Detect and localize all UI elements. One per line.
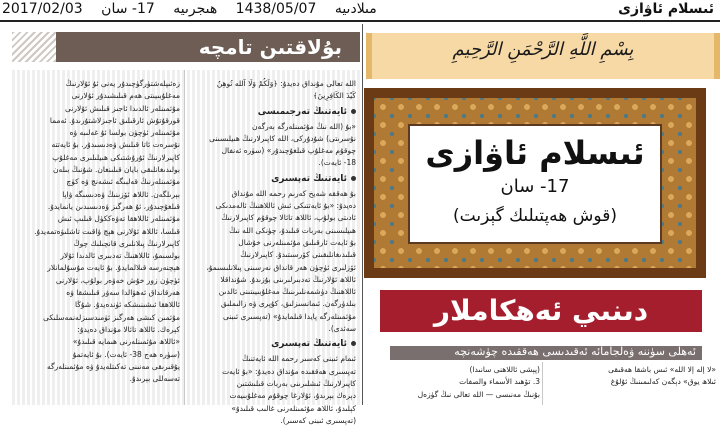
text-line: كاپىرلارنىڭ پىلانلىرى قانچىلىك چوڭ bbox=[73, 238, 180, 248]
text-line: زەئىپلەشتۈرگۈچىدۇر يەنى ئۇ ئۇلارنىڭ bbox=[65, 79, 180, 88]
header-rule bbox=[0, 20, 720, 22]
text-line: ھېچنەرسە قىلالمايدۇ. بۇ ئايەت مۇسۇلمانلار bbox=[47, 263, 180, 273]
text-line: 3. تۆھىد الأسماء والصفات bbox=[459, 377, 540, 387]
issue-number: 17- سان bbox=[101, 1, 155, 17]
text-line: ئاللاھ ئۇلارنىڭ تەدبىرلىرىنى بۇزىدۇ. شۇنداقلا bbox=[220, 274, 356, 284]
subheading: ئايەتنىڭ تەپسىرى bbox=[190, 337, 356, 351]
text-line: چوقۇم مەغلۇپ قىلغۇچىدۇر» (سۈرە ئەنفال bbox=[221, 146, 356, 156]
text-line: 18- ئايەت). bbox=[318, 158, 356, 168]
ornamental-pattern bbox=[374, 98, 696, 268]
text-line: ئۆزلىرى ئۈچۈن ھەر قانداق نەرسىنى پىلانلىسىمۇ، bbox=[206, 262, 356, 272]
text-line: كاپىرلارنىڭ ئۇرۇشتىكى ھىيلىلىرى مەغلۇپ bbox=[52, 152, 180, 162]
subheading: ئايەتنىڭ تەپسىرى bbox=[190, 172, 356, 186]
text-line: قورقۇتۇش ئارقىلىق ئاجىزلاشتۇرىدۇ. ئەمما bbox=[49, 115, 180, 125]
section-subtitle: ئەھلى سۈننە ۋەلجامائە ئەقىدىسى ھەققىدە چۈشەنچە bbox=[454, 345, 696, 358]
text-line: نۇسرىتى) شۇدۇركى، الله كاپىرلارنىڭ ھىيلىسىنى bbox=[209, 133, 356, 143]
text-line: مۇئمىن كىشى ھەرگىز ئۈمىدسىزلەنمەسلىكى bbox=[43, 312, 180, 322]
masthead-subtitle: (قوش ھەپتىلىك گېزىت) bbox=[453, 206, 617, 226]
text-line: قىلغۇچىدۇر، ئۇ ھەرگىز ۋەدىسىدىن يانمايدۇ. bbox=[47, 201, 180, 211]
text-line: بولسىمۇ، ئاللاھنىڭ تەدبىرى ئالدىدا ئۇلار bbox=[60, 251, 180, 261]
text-line: سەئدى). bbox=[328, 324, 356, 334]
text-line: ھىيلىسىنى بەربات قىلىدۇ، چۈنكى الله نىڭ bbox=[229, 225, 356, 235]
text-line: ئاللاھقا ئىشىنىشكە ئۈندەيدۇ. شۇڭا bbox=[75, 300, 180, 310]
left-section bbox=[12, 30, 360, 425]
text-line: «ئاللاھ مۇئمىنلەرنى ھىمايە قىلىدۇ» bbox=[72, 337, 180, 347]
text-line: ھەرقانداق ئەھۋالدا سەۋر قىلىشقا ۋە bbox=[66, 288, 180, 298]
date-gregorian-label: مىلادىيە bbox=[334, 1, 377, 17]
text-line: بىلدۈرگەن. ئىمانسىزلىق، كۇپرى ۋە زالىملىق bbox=[220, 299, 356, 309]
text-line: ئىلاھ يوق» دېگەن كەلىمىنىڭ ئۇلۇغ bbox=[610, 377, 716, 387]
text-line: مۇئمىنلەرگە پايدا قىلمايدۇ» (تەپسىرى ئىبنى bbox=[223, 311, 356, 321]
text-line: مۇئمىنلەر ئالدىدا ئاجىز قىلىش ئۇلارنى bbox=[65, 103, 180, 113]
text-line: (تەپسىرى ئىبنى كەسىر). bbox=[280, 415, 356, 425]
section-columns bbox=[366, 362, 720, 405]
text-line: دەيدۇ: «بۇ ئايەتتىكى ئىش ئاللاھنىڭ ئالەمدىكى bbox=[215, 201, 356, 211]
masthead-issue: 17- سان bbox=[500, 176, 570, 197]
text-line: بولىدىغانلىقى بايان قىلىنغان. شۇنىڭ بىلەن bbox=[53, 165, 180, 175]
text-line: ئاللاھنىڭ دۈشمەنلىرىنىڭ مەغلۇبىيىتىنى ئالدىن bbox=[218, 287, 356, 297]
date-hijri: 1438/05/07 bbox=[235, 1, 317, 17]
banner-title: بۇلاقتىن تامچە bbox=[198, 35, 342, 59]
article-column-left bbox=[16, 78, 180, 385]
text-line: مەغلۇبىيىتى ھەم قىلىشىدۇر ئۇلارنى bbox=[71, 91, 180, 101]
page-header bbox=[0, 0, 720, 20]
section-subtitle-banner bbox=[390, 346, 702, 360]
text-line: «لا إله إلا الله» ئىس باشقا ھەقىقى bbox=[608, 365, 716, 374]
basmala-calligraphy: بِسْمِ اللَّهِ الرَّحْمَنِ الرَّحِيمِ bbox=[452, 39, 634, 60]
section-title: دىنىي ئەھكاملار bbox=[433, 294, 649, 327]
text-line: يۇقىرىقى مەنىنى تەكىتلەيدۇ ۋە مۇئمىنلەرگە bbox=[47, 361, 180, 371]
text-line: دېرەك بېرىدۇ، ئۇلارغا چوقۇم مەغلۇبىيەت bbox=[229, 391, 356, 401]
text-line: ئادىتى بولۇپ، ئاللاھ تائالا چوقۇم كاپىرلارنىڭ bbox=[221, 213, 356, 223]
paper-name: ئىسلام ئاۋازى bbox=[618, 1, 714, 17]
text-line: مۇئمىنلەرنىڭ قەلبىگە ئىشەنچ ۋە كۈچ bbox=[66, 177, 180, 187]
column-divider bbox=[184, 70, 185, 405]
section-banner bbox=[56, 32, 360, 62]
column-divider bbox=[542, 362, 543, 405]
text-line: الله تعالى مۇنداق دەيدۇ: ﴿وَلَكُمْ وَلَا آلله تُوهِنُ bbox=[216, 79, 356, 88]
text-line: نۇسرەت ئاتا قىلىش ۋەدىسىدۇر. بۇ ئايەتتە bbox=[51, 140, 180, 150]
subheading: ئايەتنىڭ تەرجىمىسى bbox=[190, 105, 356, 119]
text-line: كېلىدۇ، ئاللاھ مۇئمىنلەرنى غالىب قىلىدۇ» bbox=[231, 403, 356, 413]
section-column-right bbox=[548, 364, 716, 389]
header-dates bbox=[2, 1, 391, 17]
text-line: قىلسا، ئاللاھ ئۇلارنى ھېچ ۋاقىت تاشلىۋەتمەيدۇ. bbox=[34, 226, 180, 236]
text-line: تەسەللى بېرىدۇ. bbox=[129, 374, 180, 384]
article-columns bbox=[12, 70, 360, 425]
text-line: تەپسىرى ھەققىدە مۇنداق دەيدۇ: «بۇ ئايەت bbox=[222, 366, 356, 376]
date-gregorian: 2017/02/03 bbox=[2, 1, 83, 17]
masthead-title: ئىسلام ئاۋازى bbox=[425, 134, 645, 172]
masthead-card bbox=[408, 124, 662, 244]
text-line: كېرەك. ئاللاھ تائالا مۇنداق دەيدۇ: bbox=[77, 324, 180, 334]
page-divider bbox=[362, 24, 363, 405]
text-line: مۇئمىنلەر ئاللاھقا تەۋەككۈل قىلىپ ئىش bbox=[57, 214, 180, 224]
text-line: ئۈچۈن زور خۇش خەۋەر بولۇپ، ئۇلارنى bbox=[55, 275, 180, 285]
text-line: «بۇ (الله نىڭ مۇئمىنلەرگە بەرگەن bbox=[252, 121, 356, 131]
text-line: (سۈرە ھەج 38- ئايەت). بۇ ئايەتمۇ bbox=[72, 349, 180, 359]
section-title-box bbox=[380, 290, 702, 332]
text-line: بېرىلگەن. ئاللاھ ئۆزىنىڭ ۋەدىسىگە ۋاپا bbox=[62, 189, 180, 199]
text-line: كاپىرلارنىڭ ئىشلىرىنى بەربات قىلىشتىن bbox=[236, 378, 356, 388]
basmala-banner bbox=[366, 33, 720, 79]
masthead-frame bbox=[364, 88, 706, 278]
text-line: ئىمام ئىبنى كەسىر رحمه الله ئايەتنىڭ bbox=[242, 354, 356, 364]
text-line: كَيْدَ الكَافِرِينَ﴾ bbox=[313, 91, 356, 101]
section-column-left bbox=[370, 364, 540, 401]
text-line: بۇنىڭ مەنىسى — الله تعالى نىڭ گۈزەل bbox=[417, 389, 540, 399]
banner-decoration bbox=[12, 32, 56, 62]
text-line: قىلىدىغانلىقىنى كۆرسىتىدۇ. كاپىرلارنىڭ bbox=[240, 250, 356, 260]
date-hijri-label: ھىجرىيە bbox=[173, 1, 218, 17]
text-line: بۇ ئايەت ئارقىلىق مۇئمىنلەرنى خۇشال bbox=[238, 237, 356, 247]
text-line: مۇئمىنلەر ئۈچۈن بولسا ئۇ غەلىبە ۋە bbox=[69, 128, 180, 138]
text-line: بۇ ھەققە شەيخ كەرىم رحمه الله مۇنداق bbox=[231, 188, 356, 198]
text-line: (پېشى ئاللاھنى سانىدا) bbox=[469, 365, 540, 374]
article-column-right bbox=[190, 78, 356, 427]
